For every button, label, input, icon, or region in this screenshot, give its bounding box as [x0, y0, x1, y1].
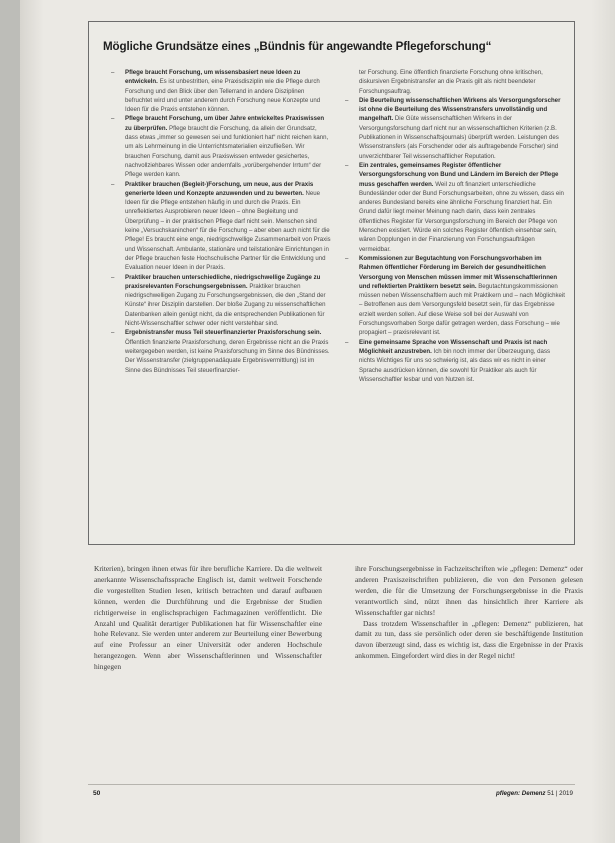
guideline-text: Begutachtungskommissionen müssen neben Wissenschaftlern auch mit Praktikern und – nach Möglichkeit – Betroffenen aus dem Versorgungsfeld besetzt sein, für das Ergebnisse erzielt werden sollen. Auf diese Weise soll bei der Auswahl von Forschungsvorhaben Sorge dafür getragen werden, dass Forschung – wie propagiert – praxisrelevant ist. — [359, 282, 565, 337]
guideline-text: Neue Ideen für die Pflege entstehen häufig in und durch die Praxis. Ein unreflektiertes Ausprobieren neuer Ideen – ohne Begleitung und Überprüfung – in der praktischen Pflege darf nicht sein. Menschen sind keine „Versuchskaninchen“ für die Forschung – aber eben auch nicht für die Pflege! Es braucht eine enge, niedrigschwellige Zusammenarbeit von Praxis und Wissenschaft. Ambulante, stationäre und teilstationäre Einrichtungen in der Pflege brauchen feste Hochschulische Partner für die Entwicklung und Evaluation neuer Ideen in der Praxis. — [125, 189, 331, 272]
guideline-item — [111, 328, 331, 374]
magazine-name: pflegen: Demenz — [496, 790, 546, 797]
bullet-dash: – — [111, 115, 115, 123]
guideline-item — [111, 180, 331, 273]
box-title: Mögliche Grundsätze eines „Bündnis für angewandte Pflegeforschung“ — [103, 40, 492, 53]
body-paragraph: ihre Forschungsergebnisse in Fachzeitschriften wie „pflegen: Demenz“ oder anderen Praxiszeitschriften publizieren, die von den Personen gelesen werden, die für die Umsetzung der Forschungsergebnisse in die Praxis verantwortlich sind, nützt ihnen das hinsichtlich ihrer Karriere als Wissenschaftler gar nichts! — [355, 564, 583, 617]
guideline-text: Praktiker brauchen niedrigschwelligen Zugang zu Forschungsergebnissen, die den „Stand der Künste“ ihrer Disziplin darstellen. Der bloße Zugang zu wissenschaftlichen Datenbanken allein genügt nicht, da die entsprechenden Publikationen für Nicht-Wissenschaftler schwer oder nicht verstehbar sind. — [125, 282, 326, 328]
box-continuation-text: ter Forschung. Eine öffentlich finanzierte Forschung ohne kritischen, diskursiven Ergebnistransfer an die Praxis gilt als nicht beendeter Forschungsauftrag. — [359, 69, 543, 95]
bullet-dash: – — [111, 69, 115, 76]
bullet-dash: – — [111, 273, 115, 281]
guideline-heading: Ein zentrales, gemeinsames Register öffentlicher Versorgungsforschung von Bund und Ländern im Bereich der Pflege muss geschaffen werden. — [359, 161, 559, 188]
box-columns — [111, 68, 566, 538]
guideline-item — [345, 161, 565, 254]
body-paragraph: Dass trotzdem Wissenschaftler in „pflegen: Demenz“ publizieren, hat damit zu tun, dass sie persönlich oder deren sie beschäftigende Institution davon überzeugt sind, dass es wichtig ist, dass die Ergebnisse in der Praxis ankommen. Eingefordert wird dies in der Regel nicht! — [355, 618, 583, 661]
bullet-dash: – — [111, 180, 115, 188]
box-right-column — [345, 68, 565, 538]
bullet-dash: – — [111, 329, 115, 337]
box-left-column — [111, 68, 331, 538]
magazine-footer — [496, 790, 573, 797]
bullet-dash: – — [345, 254, 349, 262]
guideline-item — [111, 273, 331, 329]
guideline-item — [345, 254, 565, 338]
guideline-text: Ich bin noch immer der Überzeugung, dass nichts Wichtiges für uns so schwierig ist, als dass wir es nicht in einer Sprache ausdrücken können, die sowohl für Praktiker als auch für Wissenschaftler lesbar und von Nutzen ist. — [359, 347, 551, 383]
page — [20, 0, 615, 843]
page-number: 50 — [93, 790, 101, 797]
bullet-dash: – — [345, 96, 349, 104]
guideline-heading: Die Beurteilung wissenschaftlichen Wirkens als Versorgungsforscher ist ohne die Beurteilung des Wissenstransfers unvollständig und mangelhaft. — [359, 96, 561, 123]
body-left-column: Kriterien), bringen ihnen etwas für ihre berufliche Karriere. Da die weltweit anerkannte Wissenschaftssprache Englisch ist, damit weltweit Forschende die vorgestellten Studien lesen, kritisch betrachten und darauf aufbauen können, werden die Durchführung und die Ergebnisse der Studien richtigerweise in englischsprachigen Fachmagazinen veröffentlicht. Die Anzahl und Qualität derartiger Publikationen hat für Wissenschaftler eine hohe Relevanz. Sie werden unter anderem zur Beurteilung einer Bewerbung auf eine Professur an einer Universität oder anderen Hochschule herangezogen. Wenn aber Wissenschaftlerinnen und Wissenschaftler hingegen — [94, 564, 322, 672]
body-right-column — [355, 564, 583, 662]
guideline-item — [111, 68, 331, 114]
guideline-text: Es ist unbestritten, eine Praxisdisziplin wie die Pflege durch Forschung und den Blick über den Tellerrand in andere Disziplinen befruchtet wird und unter anderem durch Forschung neue Konzepte und Ideen für die Praxis entstehen können. — [125, 78, 321, 114]
footer-rule — [88, 784, 575, 785]
guideline-text: Weil zu oft finanziert unterschiedliche Bundesländer oder der Bund Forschungsarbeiten, ohne zu wissen, dass ein anderes Bundesland bereits eine ähnliche Forschung finanziert hat. Ein Grund dafür liegt meiner Meinung nach darin, dass kein zentrales öffentliches Register für Versorgungsforschung im Bereich der Pflege von Menschen existiert. Würde ein solches Register öffentlich einsehbar sein, wären Dopplungen in der Finanzierung von Forschungsaufträgen vermeidbar. — [359, 180, 564, 253]
guideline-text: Öffentlich finanzierte Praxisforschung, deren Ergebnisse nicht an die Praxis weitergegeben werden, ist keine Praxisforschung im Sinne des Bündnisses. Der Wissenstransfer (zielgruppenadäquate Ergebnisvermittlung) ist im Sinne des Bündnisses Teil steuerfinanzier- — [125, 338, 330, 374]
bullet-dash: – — [345, 161, 349, 169]
bullet-dash: – — [345, 338, 349, 346]
guideline-heading: Pflege braucht Forschung, um über Jahre entwickeltes Praxiswissen zu überprüfen. — [125, 115, 325, 132]
guideline-item — [345, 96, 565, 161]
guideline-heading: Praktiker brauchen unterschiedliche, niedrigschwellige Zugänge zu praxisrelevanten Forschungsergebnissen. — [125, 273, 321, 290]
guideline-heading: Pflege braucht Forschung, um wissensbasiert neue Ideen zu entwickeln. — [125, 69, 301, 86]
guideline-heading: Eine gemeinsame Sprache von Wissenschaft und Praxis ist nach Möglichkeit anzustreben. — [359, 338, 548, 355]
guideline-text: Die Güte wissenschaftlichen Wirkens in der Versorgungsforschung darf nicht nur an wissenschaftlichen Kriterien (z.B. Publikationen in Wissenschaftsjournals) überprüft werden. Leistungen des Wissenstransfers (als Forschender oder als auftragebende Forscher) sind unverzichtbarer Teil wissenschaftlicher Reputation. — [359, 115, 559, 160]
guideline-heading: Ergebnistransfer muss Teil steuerfinanzierter Praxisforschung sein. — [125, 329, 322, 337]
guideline-heading: Kommissionen zur Begutachtung von Forschungsvorhaben im Rahmen öffentlicher Förderung im Bereich der gesundheitlichen Versorgung von Menschen müssen immer mit Wissenschaftlerinnen und reflektierten Praktikern besetzt sein. — [359, 254, 558, 290]
guideline-heading: Praktiker brauchen (Begleit-)Forschung, um neue, aus der Praxis generierte Ideen und Konzepte anzuwenden und zu bewerten. — [125, 180, 314, 197]
guideline-text: Pflege braucht die Forschung, da allein der Grundsatz, dass etwas „immer so gewesen sei und funktioniert hat“ nicht reichen kann, um als Lehrmeinung in die Unterrichtsmaterialien einzufließen. Wir brauchen Forschung, damit aus Praxiswissen entweder gesichertes, nachvollziehbares Wissen oder andernfalls „vorübergehender Irrtum“ der Pflege werden kann. — [125, 124, 329, 179]
guideline-item — [345, 338, 565, 384]
issue-number: 51 | 2019 — [547, 790, 573, 797]
guideline-item — [111, 114, 331, 179]
info-box — [88, 21, 575, 545]
